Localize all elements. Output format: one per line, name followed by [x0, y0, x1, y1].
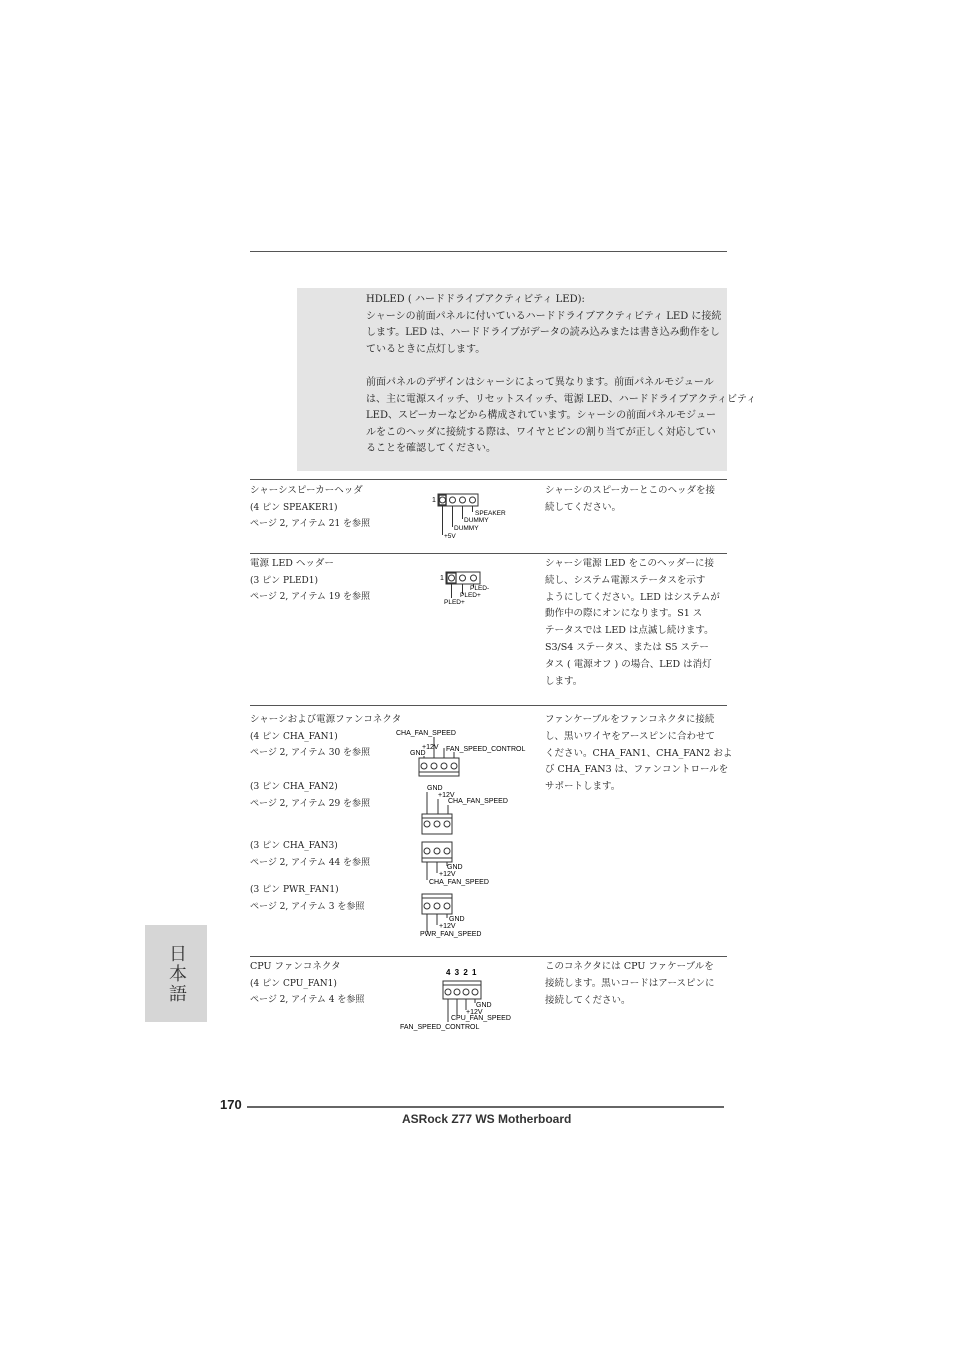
top-rule	[250, 251, 727, 252]
pin-label: +12V	[422, 744, 439, 751]
desc-line: シャーシのスピーカーとこのヘッダを接	[545, 485, 716, 496]
pin-label: FAN_SPEED_CONTROL	[400, 1024, 480, 1031]
pin-label: PLED+	[460, 592, 481, 599]
page-reference: ページ 2, アイテム 29 を参照	[250, 798, 371, 809]
desc-line: このコネクタには CPU ファケーブルを	[545, 961, 714, 972]
section-title: 電源 LED ヘッダー	[250, 558, 334, 569]
section-divider	[250, 705, 727, 706]
cha-fan3-diagram	[420, 840, 520, 894]
pin-count: (3 ピン CHA_FAN3)	[250, 841, 338, 851]
section-divider	[250, 553, 727, 554]
pin-label: PLED+	[444, 599, 465, 606]
fans-title-block	[250, 712, 401, 762]
page-reference: ページ 2, アイテム 3 を参照	[250, 901, 365, 912]
pin-label: DUMMY	[464, 517, 489, 524]
pin-label: +12V	[438, 792, 455, 799]
speaker-header-diagram	[430, 490, 520, 544]
pin-label: +5V	[444, 533, 456, 540]
note-text	[366, 292, 757, 458]
section-title: シャーシおよび電源ファンコネクタ	[250, 714, 402, 725]
footer-title: ASRock Z77 WS Motherboard	[402, 1112, 572, 1126]
pin-label: PLED-	[470, 585, 490, 592]
desc-line: シャーシ電源 LED をこのヘッダーに接	[545, 558, 715, 569]
pin-label: GND	[449, 916, 465, 923]
power-led-header-diagram	[440, 568, 510, 612]
pin-label: CHA_FAN_SPEED	[396, 730, 456, 737]
language-side-tab	[145, 925, 207, 1022]
note-line: ているときに点灯します。	[366, 343, 486, 355]
pin-label: CHA_FAN_SPEED	[448, 798, 508, 805]
section-divider	[250, 956, 727, 957]
section-title: CPU ファンコネクタ	[250, 961, 341, 972]
pin-label: DUMMY	[454, 525, 479, 532]
pin-label: PWR_FAN_SPEED	[420, 931, 482, 938]
pin-label: GND	[410, 750, 426, 757]
pin-label: FAN_SPEED_CONTROL	[446, 746, 526, 753]
desc-line: サポートします。	[545, 781, 621, 793]
cha-fan1-diagram	[396, 728, 536, 784]
pin1-label: 1	[440, 575, 444, 582]
pin-label: +12V	[439, 923, 456, 930]
pin-label: CHA_FAN_SPEED	[429, 879, 489, 886]
cpu-fan-description	[545, 959, 729, 1009]
pin-label: +12V	[466, 1009, 483, 1016]
pin-label: GND	[427, 785, 443, 792]
page-reference: ページ 2, アイテム 21 を参照	[250, 519, 371, 529]
desc-line: ファンケーブルをファンコネクタに接続	[545, 714, 715, 725]
pin-count: (3 ピン CHA_FAN2)	[250, 782, 338, 792]
pin-numbers: 4 3 2 1	[446, 968, 478, 977]
pwr-fan-info	[250, 882, 364, 915]
footer-rule	[247, 1106, 724, 1108]
pin-count: (3 ピン PWR_FAN1)	[250, 885, 339, 895]
desc-line: び CHA_FAN3 は、ファンコントロールを	[545, 764, 729, 776]
page-reference: ページ 2, アイテム 19 を参照	[250, 592, 371, 602]
page-reference: ページ 2, アイテム 30 を参照	[250, 748, 371, 758]
desc-line: 接続します。黒いコードはアースピンに	[545, 977, 715, 989]
desc-line: 続し、システム電源ステータスを示す	[545, 574, 706, 586]
speaker-info	[250, 483, 370, 533]
cpu-fan1-diagram	[400, 966, 520, 1036]
pin-label: SPEAKER	[475, 510, 506, 517]
page-number: 170	[220, 1097, 242, 1112]
pin-count: (4 ピン CPU_FAN1)	[250, 978, 337, 989]
language-label: 日本語	[166, 943, 187, 1004]
desc-line: ください。CHA_FAN1、CHA_FAN2 およ	[545, 747, 733, 759]
note-line: シャーシの前面パネルに付いているハードドライブアクティビティ LED に接続	[366, 310, 722, 322]
desc-line: テータスでは LED は点滅し続けます。	[545, 625, 714, 637]
desc-line: 接続してください。	[545, 994, 631, 1006]
fans-description	[545, 712, 733, 796]
desc-line: 動作中の際にオンになります。S1 ス	[545, 608, 703, 620]
note-line	[366, 358, 724, 375]
note-line: ることを確認してください。	[366, 443, 496, 455]
desc-line: 続してください。	[545, 501, 622, 513]
note-line: は、主に電源スイッチ、リセットスイッチ、電源 LED、ハードドライブアクティビティ	[366, 393, 757, 405]
note-line: します。LED は、ハードドライブがデータの読み込みまたは書き込み動作をし	[366, 327, 720, 339]
pin-count: (4 ピン CHA_FAN1)	[250, 731, 338, 742]
pin-label: CPU_FAN_SPEED	[451, 1015, 511, 1022]
cpu-fan-info	[250, 959, 364, 1009]
page-reference: ページ 2, アイテム 44 を参照	[250, 857, 371, 868]
note-line: LED、スピーカーなどから構成されています。シャーシの前面パネルモジュー	[366, 410, 716, 422]
note-line: HDLED ( ハードドライブアクティビティ LED):	[366, 294, 585, 305]
pwr-fan1-diagram	[420, 892, 520, 946]
fan2-info	[250, 779, 370, 812]
speaker-description	[545, 483, 729, 517]
section-title: シャーシスピーカーヘッダ	[250, 485, 363, 496]
cha-fan2-diagram	[420, 782, 520, 842]
page-reference: ページ 2, アイテム 4 を参照	[250, 995, 365, 1005]
desc-line: します。	[545, 675, 583, 687]
power-led-description	[545, 556, 729, 690]
pin-label: +12V	[439, 871, 456, 878]
desc-line: S3/S4 ステータス、または S5 ステー	[545, 641, 709, 653]
fan3-info	[250, 838, 370, 871]
section-divider	[250, 479, 727, 480]
note-line: 前面パネルのデザインはシャーシによって異なります。前面パネルモジュール	[366, 376, 714, 388]
power-led-info	[250, 556, 370, 606]
pin-count: (3 ピン PLED1)	[250, 575, 319, 586]
note-line: ルをこのヘッダに接続する際は、ワイヤとピンの割り当てが正しく対応してい	[366, 426, 716, 438]
desc-line: し、黒いワイヤをアースピンに合わせて	[545, 730, 715, 742]
desc-line: タス ( 電源オフ ) の場合、LED は消灯	[545, 658, 712, 670]
pin-count: (4 ピン SPEAKER1)	[250, 502, 338, 513]
pin-label: GND	[476, 1002, 492, 1009]
pin-label: GND	[447, 864, 463, 871]
pin1-label: 1	[432, 497, 436, 504]
desc-line: ようにしてください。LED はシステムが	[545, 591, 720, 603]
